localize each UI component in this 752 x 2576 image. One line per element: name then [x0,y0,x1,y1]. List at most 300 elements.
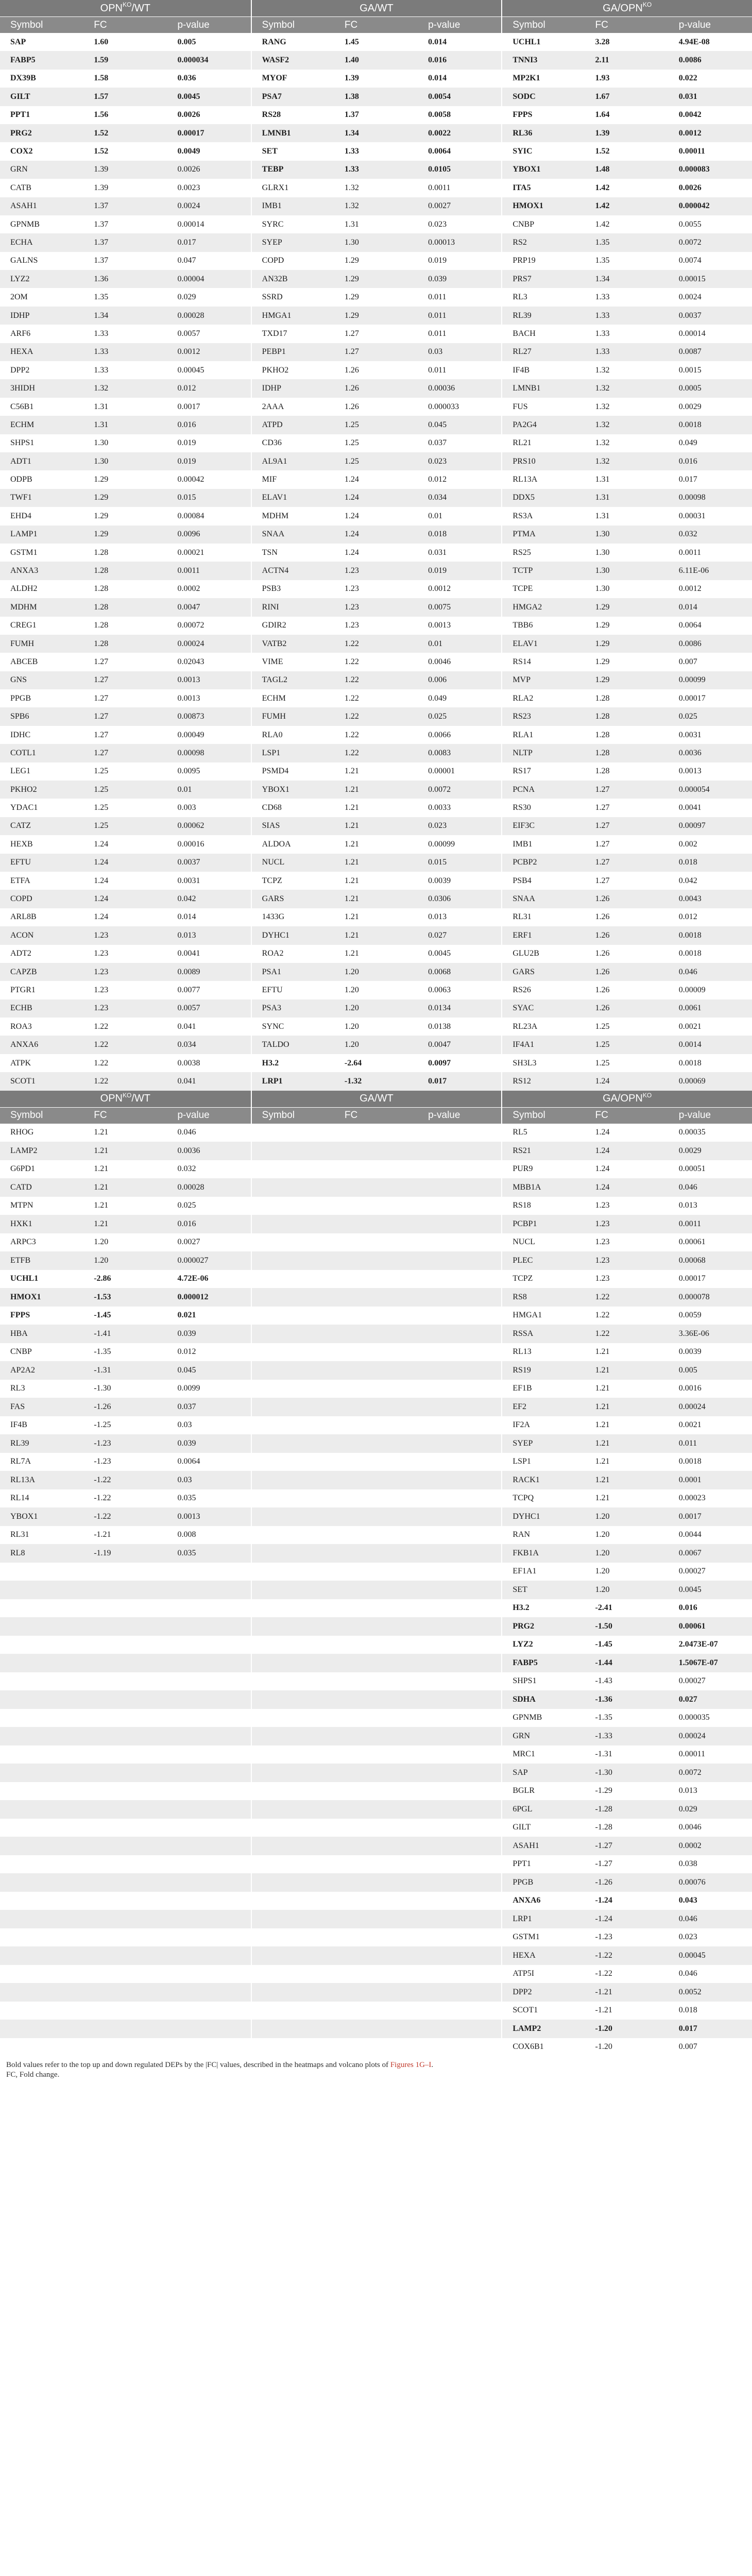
pvalue-cell: 0.000042 [678,201,710,211]
symbol-cell: RS17 [501,762,585,781]
symbol-cell [0,1617,83,1636]
symbol-cell: TBB6 [501,617,585,635]
pvalue-cell: 0.012 [177,1347,196,1357]
symbol-cell: EF2 [501,1398,585,1416]
symbol-cell: RS19 [501,1361,585,1380]
table-row [0,416,752,434]
fc-cell: 1.37 [94,256,109,265]
symbol-cell: TWF1 [10,493,32,502]
symbol-cell [0,1764,83,1782]
pvalue-cell [418,1434,501,1453]
fc-cell: 1.20 [595,1548,610,1557]
symbol-cell: ARPC3 [10,1238,36,1247]
symbol-cell [251,1764,334,1782]
symbol-cell [0,2020,83,2038]
symbol-cell: PPT1 [501,1855,585,1874]
pvalue-cell: 0.019 [177,456,196,466]
pvalue-cell: 0.00027 [678,1676,706,1686]
pvalue-cell: 0.045 [428,420,447,429]
symbol-cell: RL13 [501,1343,585,1362]
symbol-cell: FUMH [251,707,334,725]
symbol-cell: UCHL1 [501,33,585,51]
fc-cell: 1.30 [595,548,610,557]
pvalue-cell: 0.000033 [428,402,459,411]
table-row [0,1380,752,1398]
pvalue-cell: 0.0042 [678,110,702,120]
table-row [0,1965,752,1984]
fc-cell: 1.33 [94,329,109,338]
fc-cell: -1.45 [94,1311,111,1320]
table-row [0,817,752,835]
fc-cell: 1.31 [94,420,109,429]
pvalue-cell [167,1581,250,1599]
fc-cell: 1.21 [344,839,359,849]
symbol-cell: RL14 [10,1494,29,1503]
pvalue-cell: 0.00099 [678,675,706,685]
symbol-cell: GRN [501,1727,585,1745]
fc-cell: 1.26 [344,365,359,375]
symbol-cell: ASAH1 [501,1837,585,1855]
fc-cell: -1.30 [94,1384,111,1393]
fc-cell: 1.26 [595,894,610,904]
fc-cell: 1.20 [94,1238,109,1247]
pvalue-cell [167,1946,250,1965]
pvalue-cell: 0.0037 [177,858,200,867]
pvalue-cell [418,1251,501,1270]
symbol-cell [0,2002,83,2020]
pvalue-cell: 0.039 [177,1329,196,1338]
fc-cell: 1.24 [344,548,359,557]
pvalue-cell: 0.00024 [678,1402,706,1411]
fc-cell: 1.23 [344,621,359,630]
symbol-cell [251,1727,334,1745]
pvalue-cell [418,1855,501,1874]
pvalue-cell: 0.0134 [428,1004,451,1013]
symbol-cell: RL27 [501,343,585,361]
fc-cell: 1.25 [595,1040,610,1049]
fc-cell: 1.21 [595,1347,610,1357]
symbol-cell [0,1873,83,1892]
fc-cell: -1.50 [595,1621,612,1631]
symbol-cell: SIAS [251,817,334,835]
pvalue-cell: 0.0013 [678,767,702,776]
table-row [0,1489,752,1508]
symbol-cell: PTMA [501,526,585,544]
pvalue-cell: 0.013 [177,930,196,940]
pvalue-cell: 0.00084 [177,511,204,520]
table-row [0,1343,752,1362]
fc-cell [83,1617,167,1636]
symbol-cell: SSRD [251,288,334,306]
fc-cell: -1.26 [94,1402,111,1411]
symbol-cell: PSB3 [251,580,334,598]
pvalue-cell: 0.032 [678,530,697,539]
table-row [0,726,752,744]
pvalue-cell: 0.00013 [428,238,455,247]
pvalue-cell [418,1325,501,1343]
symbol-cell: HMGA1 [501,1307,585,1325]
table-row [0,908,752,926]
pvalue-cell: 0.00014 [678,329,706,338]
column-header: p-value [678,19,711,30]
symbol-cell: SAP [10,37,26,46]
fc-cell: 1.26 [595,930,610,940]
fc-cell: 1.22 [344,730,359,739]
fc-cell: 1.24 [94,876,109,885]
fc-cell: 1.52 [94,128,109,138]
column-header: Symbol [10,19,43,30]
symbol-cell: DX39B [10,74,36,83]
pvalue-cell: 0.0138 [428,1022,451,1031]
symbol-cell [251,1983,334,2002]
table-row [0,398,752,416]
symbol-cell [251,1636,334,1654]
table-row [0,434,752,452]
table-row [0,1270,752,1289]
symbol-cell [0,1892,83,1910]
fc-cell: 1.24 [94,894,109,904]
symbol-cell: LMNB1 [251,124,334,142]
table-row [0,1617,752,1636]
symbol-cell: MYOF [251,70,334,88]
table-row [0,343,752,361]
pvalue-cell: 0.0017 [678,1512,702,1521]
symbol-cell [251,1453,334,1471]
symbol-cell: IF4B [10,1420,27,1430]
symbol-cell [251,1654,334,1672]
fc-cell [334,1471,418,1489]
fc-cell: 1.93 [595,74,610,83]
column-header: FC [595,1110,608,1121]
symbol-cell: ALDH2 [10,584,38,594]
symbol-cell: RS28 [251,106,334,124]
pvalue-cell: 0.036 [177,74,196,83]
fc-cell: 1.58 [94,74,109,83]
fc-cell [334,1178,418,1197]
symbol-cell: 1433G [251,908,334,926]
fc-cell [334,1636,418,1654]
symbol-cell: FUMH [10,639,35,648]
symbol-cell: PPGB [10,693,31,703]
pvalue-cell [418,1928,501,1947]
pvalue-cell: 0.0059 [678,1311,702,1320]
symbol-cell: 2AAA [251,398,334,416]
fc-cell: 1.21 [94,1128,109,1137]
fc-cell [334,1928,418,1947]
pvalue-cell: 0.016 [177,1219,196,1228]
symbol-cell: RL5 [501,1124,585,1142]
symbol-cell: SPB6 [10,712,29,721]
fc-cell [83,1782,167,1801]
pvalue-cell: 0.0029 [678,1146,702,1155]
table-section-2 [0,1091,752,2057]
pvalue-cell: 0.0031 [678,730,702,739]
pvalue-cell: 0.016 [678,456,697,466]
table-row [0,179,752,197]
footnote-abbreviation: FC, Fold change. [6,2071,60,2079]
symbol-cell: COPD [10,894,32,904]
fc-cell: 3.28 [595,37,610,46]
symbol-cell [251,1965,334,1984]
pvalue-cell [418,1307,501,1325]
symbol-cell: HEXB [10,839,33,849]
symbol-cell: MP2K1 [501,70,585,88]
table-row [0,142,752,160]
table-row [0,1124,752,1142]
symbol-cell: MDHM [251,507,334,525]
table-row [0,1142,752,1160]
symbol-cell: COTL1 [10,748,36,757]
fc-cell: 1.29 [94,475,109,484]
fc-cell: 1.45 [344,37,359,46]
fc-cell: 1.26 [344,402,359,411]
pvalue-cell: 0.0002 [177,584,200,594]
pvalue-cell: 0.0066 [428,730,451,739]
pvalue-cell [167,2020,250,2038]
pvalue-cell [167,1727,250,1745]
table-row [0,1745,752,1764]
pvalue-cell: 0.018 [678,2006,697,2015]
column-header: FC [344,19,358,30]
table-row [0,1690,752,1709]
symbol-cell: AP2A2 [10,1365,36,1375]
pvalue-cell [167,1599,250,1618]
symbol-cell: LSP1 [501,1453,585,1471]
pvalue-cell: 0.032 [177,1164,196,1174]
symbol-cell [0,1855,83,1874]
table-row [0,361,752,379]
table-row [0,653,752,671]
symbol-cell: EF1B [501,1380,585,1398]
fc-cell: 1.26 [595,986,610,994]
fc-cell: 1.21 [595,1384,610,1393]
fc-cell: 1.27 [94,693,109,703]
fc-cell [334,1270,418,1289]
fc-cell: 1.21 [94,1182,109,1192]
symbol-cell: TSN [251,544,334,562]
table-row [0,1563,752,1581]
group-header [251,0,502,16]
symbol-cell: RL7A [10,1457,31,1466]
fc-cell: 1.30 [595,530,610,539]
table-row [0,963,752,981]
fc-cell: -1.22 [94,1512,111,1521]
fc-cell: 1.20 [344,1004,359,1013]
fc-cell: 1.22 [344,748,359,757]
fc-cell: 1.25 [94,821,109,831]
symbol-cell [0,1581,83,1599]
table-row [0,1288,752,1307]
symbol-cell: RS30 [501,799,585,817]
symbol-cell: MIF [251,470,334,488]
column-header: Symbol [10,1110,43,1121]
symbol-cell: ACTN4 [251,562,334,580]
symbol-cell: PRG2 [10,128,32,138]
symbol-cell [251,1800,334,1819]
symbol-cell: YBOX1 [251,781,334,799]
pvalue-cell: 0.00035 [678,1128,706,1137]
symbol-cell [251,1526,334,1545]
symbol-cell [251,2020,334,2038]
column-header: FC [94,19,107,30]
symbol-cell: GLRX1 [251,179,334,197]
symbol-cell [251,1782,334,1801]
fc-cell: 1.23 [94,930,109,940]
symbol-cell: GSTM1 [501,1928,585,1947]
pvalue-cell: 0.017 [678,2024,697,2033]
table-row [0,379,752,397]
fc-cell: 1.30 [595,566,610,575]
symbol-cell: PSA7 [251,88,334,106]
symbol-cell: GNS [10,675,27,685]
pvalue-cell: 0.00051 [678,1164,706,1174]
pvalue-cell: 0.037 [177,1402,196,1411]
pvalue-cell: 0.0002 [678,1841,702,1850]
pvalue-cell: 0.029 [678,1804,697,1814]
group-superscript: KO [123,1091,132,1099]
symbol-cell: TCPZ [501,1270,585,1289]
symbol-cell: SNAA [251,526,334,544]
fc-cell [334,1325,418,1343]
symbol-cell: IF2A [501,1416,585,1435]
symbol-cell: GDIR2 [251,617,334,635]
symbol-cell: RL23A [501,1018,585,1036]
fc-cell: 1.21 [344,876,359,885]
pvalue-cell: 0.012 [678,912,697,922]
pvalue-cell: 0.0036 [177,1146,200,1155]
fc-cell [83,1690,167,1709]
fc-cell [334,1416,418,1435]
pvalue-cell: 0.00068 [678,1256,706,1265]
pvalue-cell: 0.034 [177,1040,196,1049]
group-name: GA/WT [360,1093,394,1105]
fc-cell: 1.27 [344,329,359,338]
symbol-cell: ANXA6 [10,1040,39,1049]
fc-cell: 1.25 [595,1058,610,1067]
symbol-cell: PLEC [501,1251,585,1270]
table-row [0,2002,752,2020]
pvalue-cell: 0.017 [678,475,697,484]
fc-cell: 1.20 [595,1585,610,1594]
fc-cell: 1.27 [595,821,610,831]
table-row [0,999,752,1018]
symbol-cell: IF4B [501,361,585,379]
pvalue-cell: 0.0011 [428,183,451,192]
pvalue-cell: 0.00049 [177,730,204,739]
symbol-cell: PPT1 [10,110,30,120]
fc-cell: 1.25 [94,803,109,812]
symbol-cell: DYHC1 [501,1507,585,1526]
pvalue-cell: 0.0095 [177,767,200,776]
column-header: FC [94,1110,107,1121]
fc-cell: 1.29 [595,639,610,648]
pvalue-cell [418,1361,501,1380]
fc-cell: 1.20 [344,967,359,976]
symbol-cell [251,1709,334,1727]
pvalue-cell [167,1983,250,2002]
pvalue-cell [167,1855,250,1874]
pvalue-cell: 0.00016 [177,839,204,849]
table-row [0,1453,752,1471]
symbol-cell: IF4A1 [501,1036,585,1054]
fc-cell: 1.24 [94,858,109,867]
fc-cell: 1.31 [344,219,359,229]
symbol-cell: 2OM [10,293,28,302]
symbol-cell [251,1398,334,1416]
pvalue-cell [418,1526,501,1545]
pvalue-cell: 0.00062 [177,821,204,831]
fc-cell [83,1599,167,1618]
pvalue-cell: 0.0075 [428,602,451,612]
table-row [0,88,752,106]
pvalue-cell: 0.027 [678,1694,697,1704]
fc-cell: 1.24 [344,530,359,539]
fc-cell: 1.32 [595,420,610,429]
symbol-cell: RL39 [501,307,585,325]
table-row [0,580,752,598]
fc-cell: 1.42 [595,219,610,229]
symbol-cell [251,1617,334,1636]
symbol-cell: BGLR [501,1782,585,1801]
symbol-cell: GRN [10,165,28,174]
table-row [0,2020,752,2038]
table-row [0,1855,752,1874]
group-superscript: KO [642,1,652,8]
symbol-cell: IMB1 [251,197,334,215]
symbol-cell [0,1727,83,1745]
pvalue-cell: 0.00097 [678,821,706,831]
pvalue-cell: 0.0017 [177,402,200,411]
figure-link[interactable]: Figures 1G–I [390,2061,432,2070]
table-row [0,1398,752,1416]
symbol-cell: ABCEB [10,657,38,666]
table-row [0,526,752,544]
pvalue-cell [418,1800,501,1819]
symbol-cell: FKB1A [501,1544,585,1563]
pvalue-cell [167,1873,250,1892]
pvalue-cell [418,1709,501,1727]
pvalue-cell: 0.00021 [177,548,204,557]
fc-cell: -1.22 [94,1475,111,1484]
fc-cell: 1.30 [344,238,359,247]
symbol-cell [0,1965,83,1984]
symbol-cell: G6PD1 [10,1164,36,1174]
fc-cell: -1.33 [595,1731,612,1740]
fc-cell [83,1928,167,1947]
pvalue-cell: 0.0023 [177,183,200,192]
fc-cell [83,2020,167,2038]
fc-cell: 1.32 [344,183,359,192]
table-row [0,106,752,124]
fc-cell: 1.20 [94,1256,109,1265]
pvalue-cell: 0.0064 [177,1457,200,1466]
pvalue-cell: 0.0067 [678,1548,702,1557]
pvalue-cell: 0.025 [678,712,697,721]
fc-cell: 1.26 [595,967,610,976]
pvalue-cell: 0.0026 [177,110,200,120]
fc-cell: -1.43 [595,1676,612,1686]
symbol-cell: FPPS [10,1311,30,1320]
fc-cell: 1.25 [595,1022,610,1031]
fc-cell: -1.24 [595,1914,612,1923]
symbol-cell: RACK1 [501,1471,585,1489]
fc-cell: 1.24 [94,839,109,849]
fc-cell: 1.26 [595,949,610,958]
pvalue-cell: 0.00061 [678,1238,706,1247]
fc-cell: -1.28 [595,1823,612,1832]
symbol-cell: RL13A [501,470,585,488]
symbol-cell: ATPD [251,416,334,434]
